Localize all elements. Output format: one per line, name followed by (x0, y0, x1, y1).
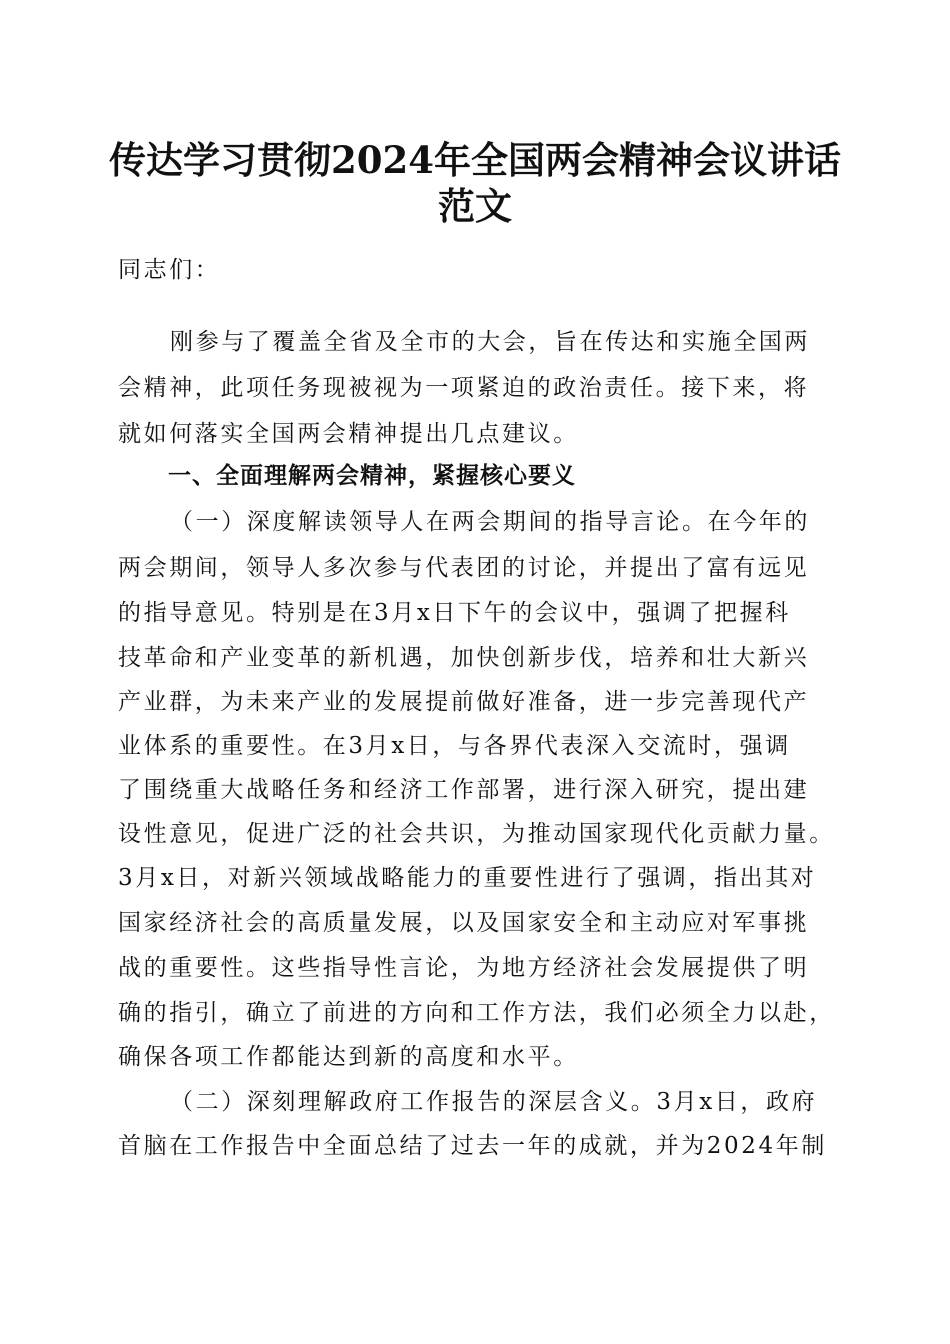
sub1-line: 的指导意见。特别是在3月x日下午的会议中，强调了把握科 (118, 600, 791, 626)
document-title-line-1: 传达学习贯彻2024年全国两会精神会议讲话 (109, 138, 841, 182)
section-heading: 一、全面理解两会精神，紧握核心要义 (168, 463, 576, 489)
sub1-line: 3月x日，对新兴领域战略能力的重要性进行了强调，指出其对 (118, 865, 817, 891)
sub1-line: 确保各项工作都能达到新的高度和水平。 (118, 1044, 579, 1070)
intro-line: 会精神，此项任务现被视为一项紧迫的政治责任。接下来，将 (118, 375, 810, 401)
sub1-line: 技革命和产业变革的新机遇，加快创新步伐，培养和壮大新兴 (118, 645, 810, 671)
sub1-line: 产业群，为未来产业的发展提前做好准备，进一步完善现代产 (118, 689, 810, 715)
sub1-line: 了围绕重大战略任务和经济工作部署，进行深入研究，提出建 (118, 777, 810, 803)
sub1-line: 两会期间，领导人多次参与代表团的讨论，并提出了富有远见 (118, 555, 810, 581)
sub1-line: 设性意见，促进广泛的社会共识，为推动国家现代化贡献力量。 (118, 821, 835, 847)
sub1-line: （一）深度解读领导人在两会期间的指导言论。在今年的 (170, 509, 810, 535)
sub1-line: 战的重要性。这些指导性言论，为地方经济社会发展提供了明 (118, 955, 810, 981)
sub1-line: 国家经济社会的高质量发展，以及国家安全和主动应对军事挑 (118, 910, 810, 936)
intro-line: 刚参与了覆盖全省及全市的大会，旨在传达和实施全国两 (170, 329, 810, 355)
sub1-line: 确的指引，确立了前进的方向和工作方法，我们必须全力以赴， (118, 1000, 835, 1026)
intro-line: 就如何落实全国两会精神提出几点建议。 (118, 421, 579, 447)
sub2-line: （二）深刻理解政府工作报告的深层含义。3月x日，政府 (170, 1089, 818, 1115)
sub1-line: 业体系的重要性。在3月x日，与各界代表深入交流时，强调 (118, 733, 791, 759)
greeting: 同志们： (118, 257, 221, 283)
document-title-line-2: 范文 (438, 184, 512, 228)
sub2-line: 首脑在工作报告中全面总结了过去一年的成就，并为2024年制 (118, 1133, 827, 1159)
